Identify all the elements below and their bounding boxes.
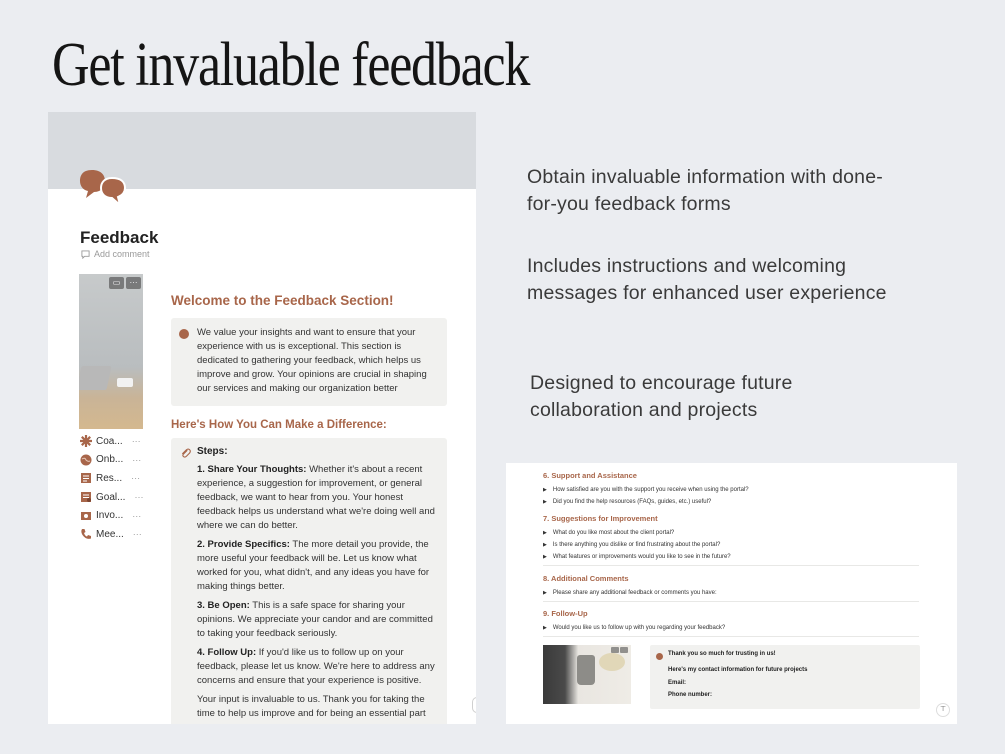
form-section-comments <box>543 574 919 602</box>
question-text: Did you find the help resources (FAQs, guides, etc.) useful? <box>552 499 712 505</box>
toggle-question[interactable] <box>543 539 919 551</box>
contact-intro: Here's my contact information for future projects <box>668 667 808 673</box>
steps-callout <box>171 438 447 724</box>
more-icon[interactable]: ··· <box>134 492 144 503</box>
step-4 <box>197 646 437 688</box>
comment-icon <box>81 250 90 259</box>
sidebar-item[interactable] <box>80 432 143 451</box>
feature-text-1: Obtain invaluable information with done-for-you feedback forms <box>527 166 883 215</box>
step-title: 2. Provide Specifics: <box>197 539 290 550</box>
form-section-suggestions <box>543 514 919 566</box>
sidebar-item-label: Goal... <box>96 491 126 503</box>
sidebar-item-label: Onb... <box>96 454 124 466</box>
toggle-arrow-icon[interactable]: ▶ <box>543 487 547 493</box>
toggle-arrow-icon[interactable]: ▶ <box>543 530 547 536</box>
toggle-arrow-icon[interactable]: ▶ <box>543 542 547 548</box>
form-section-follow-up <box>543 609 919 637</box>
steps-label: Steps: <box>197 446 228 457</box>
sidebar-links <box>80 432 143 544</box>
question-text: How satisfied are you with the support you receive when using the portal? <box>552 487 749 493</box>
bullet-circle-icon <box>179 329 189 339</box>
step-title: 3. Be Open: <box>197 600 250 611</box>
thanks-text: Thank you so much for trusting in us! <box>668 651 776 657</box>
question-text: Is there anything you dislike or find frustrating about the portal? <box>552 542 721 548</box>
more-icon[interactable]: ··· <box>131 473 141 484</box>
sidebar-item[interactable] <box>80 525 143 544</box>
pin-icon[interactable]: ⊤ <box>936 703 950 717</box>
toggle-arrow-icon[interactable]: ▶ <box>543 590 547 596</box>
sidebar-item[interactable] <box>80 506 143 525</box>
toggle-question[interactable] <box>543 587 919 599</box>
welcome-callout <box>171 318 447 406</box>
step-2 <box>197 538 437 594</box>
bullet-circle-icon <box>656 653 663 660</box>
more-icon[interactable]: ··· <box>126 277 141 289</box>
toggle-question[interactable] <box>543 484 919 496</box>
laptop-shape <box>79 366 112 390</box>
feedback-form-window <box>506 463 957 724</box>
section-heading: 6. Support and Assistance <box>543 471 637 480</box>
step-3 <box>197 599 437 641</box>
sidebar-item-label: Mee... <box>96 528 124 540</box>
more-icon[interactable]: ··· <box>132 529 142 540</box>
sidebar-item[interactable] <box>80 451 143 470</box>
comment-icon[interactable]: ▭ <box>109 277 124 289</box>
paperclip-icon <box>180 447 191 459</box>
more-icon[interactable]: ··· <box>132 454 142 465</box>
section-heading: 7. Suggestions for Improvement <box>543 514 658 523</box>
toggle-question[interactable] <box>543 622 919 634</box>
jar-photo <box>543 645 631 704</box>
feedback-page-window <box>48 112 476 724</box>
form-section-support <box>543 471 919 508</box>
phone-label: Phone number: <box>668 692 713 698</box>
step-text: Whether it's about a recent experience, a suggestion for improvement, or general feedback, we want to hear from you. Your honest feedback helps us understand what we're doing well and where we can do better. <box>197 464 435 531</box>
photo-controls <box>611 647 628 653</box>
scroll-handle[interactable] <box>472 697 476 713</box>
phone-icon <box>80 528 92 540</box>
more-icon[interactable]: ··· <box>132 510 142 521</box>
asterisk-icon <box>80 435 92 447</box>
more-icon[interactable] <box>620 647 628 653</box>
clipboard-icon <box>80 491 92 503</box>
speech-bubbles-icon <box>78 168 130 208</box>
page-headline: Get invaluable feedback <box>52 31 530 99</box>
jar-shape <box>577 655 595 685</box>
welcome-text: We value your insights and want to ensure that your experience with us is exceptional. This section is dedicated to gathering your feedback, which helps us improve and grow. Your opinions are crucial in shaping our services and making our organization better <box>197 327 427 394</box>
sidebar-item[interactable] <box>80 488 143 507</box>
toggle-arrow-icon[interactable]: ▶ <box>543 499 547 505</box>
section-heading: 8. Additional Comments <box>543 574 629 583</box>
bookmark-icon <box>80 472 92 484</box>
section-heading: 9. Follow-Up <box>543 609 588 618</box>
step-1 <box>197 463 437 533</box>
step-text: This is a safe space for sharing your opinions. We appreciate your candor and are committed to taking your feedback seriously. <box>197 600 433 639</box>
question-text: What do you like most about the client portal? <box>552 530 675 536</box>
toggle-arrow-icon[interactable]: ▶ <box>543 625 547 631</box>
question-text: Would you like us to follow up with you regarding your feedback? <box>552 625 726 631</box>
sidebar-item-label: Coa... <box>96 435 123 447</box>
question-text: Please share any additional feedback or comments you have: <box>552 590 717 596</box>
feature-text-2: Includes instructions and welcoming messages for enhanced user experience <box>527 255 887 304</box>
add-comment-button[interactable] <box>81 249 150 259</box>
sidebar-item-label: Invo... <box>96 510 124 522</box>
comment-icon[interactable] <box>611 647 619 653</box>
toggle-question[interactable] <box>543 496 919 508</box>
difference-heading: Here's How You Can Make a Difference: <box>171 419 387 431</box>
step-title: 4. Follow Up: <box>197 647 257 658</box>
welcome-heading: Welcome to the Feedback Section! <box>171 293 394 308</box>
sidebar-item-label: Res... <box>96 472 123 484</box>
add-comment-label: Add comment <box>94 249 150 259</box>
photo-controls <box>109 277 141 289</box>
toggle-question[interactable] <box>543 527 919 539</box>
toggle-arrow-icon[interactable]: ▶ <box>543 554 547 560</box>
globe-icon <box>80 454 92 466</box>
page-title: Feedback <box>80 228 159 247</box>
closing-text: Your input is invaluable to us. Thank you for taking the time to help us improve and for being an essential part <box>197 694 426 719</box>
divider <box>543 601 919 602</box>
thanks-callout <box>650 645 920 709</box>
email-label: Email: <box>668 679 687 686</box>
step-title: 1. Share Your Thoughts: <box>197 464 307 475</box>
question-text: What features or improvements would you like to see in the future? <box>552 554 731 560</box>
divider <box>543 565 919 566</box>
sidebar-item[interactable] <box>80 469 143 488</box>
cup-shape <box>117 378 133 387</box>
desk-photo <box>79 274 143 429</box>
feature-text-3: Designed to encourage future collaboration and projects <box>530 372 793 421</box>
toggle-question[interactable] <box>543 551 919 563</box>
divider <box>543 636 919 637</box>
invoice-icon <box>80 510 92 522</box>
more-icon[interactable]: ··· <box>131 436 141 447</box>
bowl-shape <box>599 653 625 671</box>
step-text: The more detail you provide, the more useful your feedback will be. Let us know what worked for you, what didn't, and any ideas you have for making things better. <box>197 539 430 592</box>
step-text: If you'd like us to follow up on your feedback, please let us know. We're here to address any concerns and ensure that your experience is positive. <box>197 647 435 686</box>
